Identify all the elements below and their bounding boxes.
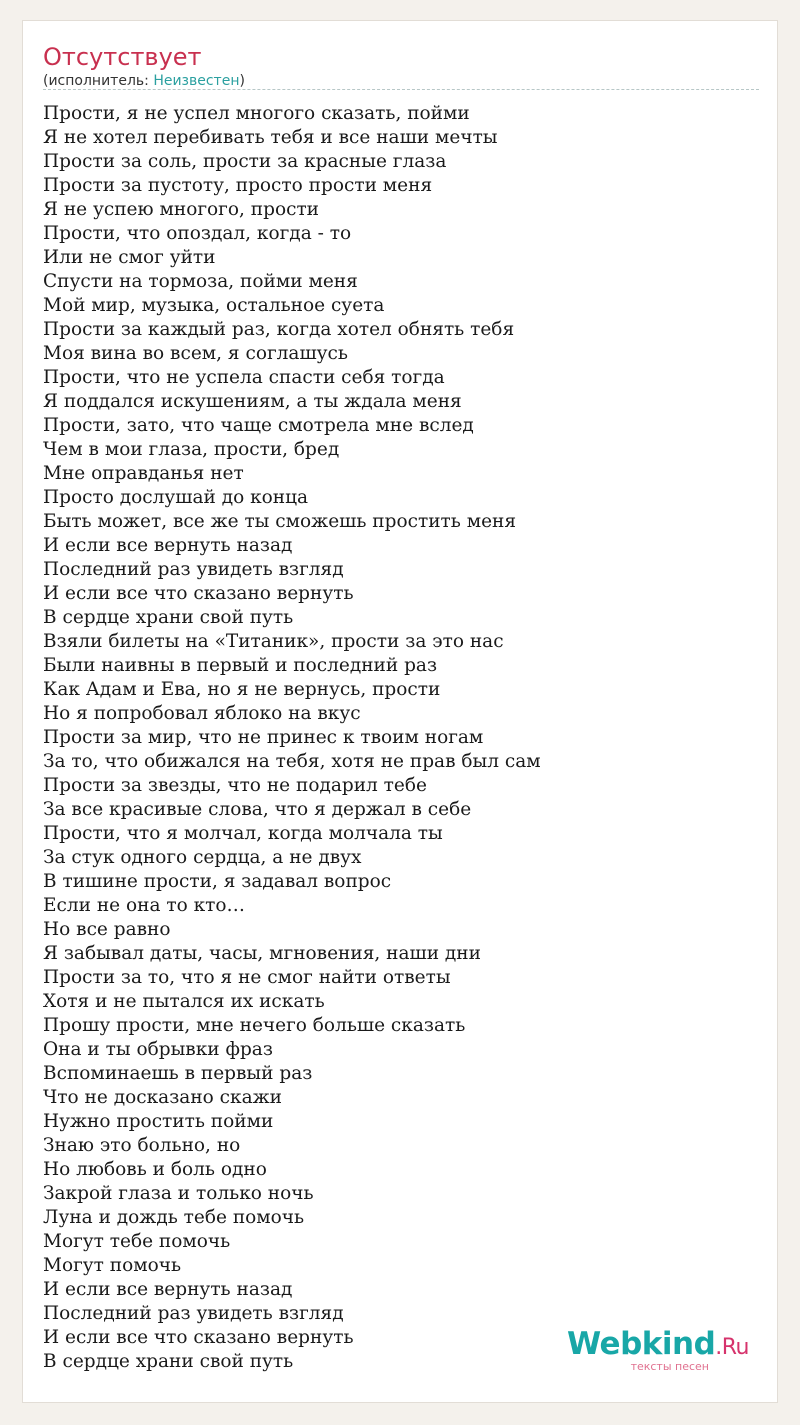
lyric-line: И если все вернуть назад — [43, 1279, 293, 1300]
lyric-line: Что не досказано скажи — [43, 1087, 282, 1108]
lyric-line: Вспоминаешь в первый раз — [43, 1063, 313, 1084]
lyric-line: Я забывал даты, часы, мгновения, наши дни — [43, 943, 481, 964]
lyric-line: Мой мир, музыка, остальное суета — [43, 295, 385, 316]
artist-link[interactable]: Неизвестен — [153, 73, 240, 89]
lyric-line: В сердце храни свой путь — [43, 607, 294, 628]
lyric-line: Прости, что не успела спасти себя тогда — [43, 367, 445, 388]
lyric-line: Прости, что я молчал, когда молчала ты — [43, 823, 443, 844]
lyric-line: Но все равно — [43, 919, 171, 940]
lyric-line: Прости, что опоздал, когда - то — [43, 223, 352, 244]
lyric-line: Мне оправданья нет — [43, 463, 244, 484]
lyric-line: Или не смог уйти — [43, 247, 216, 268]
lyric-line: Были наивны в первый и последний раз — [43, 655, 438, 676]
lyric-line: В тишине прости, я задавал вопрос — [43, 871, 392, 892]
lyric-line: Прости, зато, что чаще смотрела мне вслед — [43, 415, 474, 436]
lyric-line: Последний раз увидеть взгляд — [43, 1303, 344, 1324]
lyric-line: Луна и дождь тебе помочь — [43, 1207, 305, 1228]
logo-name: Webkind — [566, 1326, 716, 1362]
lyric-line: Чем в мои глаза, прости, бред — [43, 439, 340, 460]
lyric-line: Она и ты обрывки фраз — [43, 1039, 273, 1060]
lyric-line: Закрой глаза и только ночь — [43, 1183, 314, 1204]
lyric-line: За то, что обижался на тебя, хотя не прав был сам — [43, 751, 541, 772]
lyric-line: Прости за соль, прости за красные глаза — [43, 151, 447, 172]
lyrics-card — [22, 20, 778, 1403]
artist-line — [43, 72, 245, 90]
song-title: Отсутствует — [43, 43, 202, 71]
title-divider — [43, 89, 759, 90]
lyric-line: И если все что сказано вернуть — [43, 583, 354, 604]
lyric-line: Прости за то, что я не смог найти ответы — [43, 967, 451, 988]
lyric-line: Прости, я не успел многого сказать, пойми — [43, 103, 470, 124]
webkind-logo[interactable] — [567, 1328, 749, 1372]
lyric-line: За стук одного сердца, а не двух — [43, 847, 362, 868]
lyric-line: Хотя и не пытался их искать — [43, 991, 325, 1012]
lyric-line: В сердце храни свой путь — [43, 1351, 294, 1372]
lyric-line: Прости за звезды, что не подарил тебе — [43, 775, 427, 796]
lyric-line: Нужно простить пойми — [43, 1111, 274, 1132]
lyric-line: Прости за мир, что не принес к твоим ногам — [43, 727, 484, 748]
lyric-line: Взяли билеты на «Титаник», прости за это нас — [43, 631, 504, 652]
artist-suffix: ) — [239, 73, 245, 89]
lyric-line: Спусти на тормоза, пойми меня — [43, 271, 358, 292]
lyric-line: Знаю это больно, но — [43, 1135, 241, 1156]
lyric-line: Если не она то кто… — [43, 895, 246, 916]
lyric-line: Прости за пустоту, просто прости меня — [43, 175, 433, 196]
lyric-line: Прошу прости, мне нечего больше сказать — [43, 1015, 466, 1036]
logo-wordmark — [567, 1328, 749, 1364]
lyric-line: Я не успею многого, прости — [43, 199, 320, 220]
lyric-line: И если все вернуть назад — [43, 535, 293, 556]
lyric-line: Последний раз увидеть взгляд — [43, 559, 344, 580]
lyrics-text — [43, 102, 541, 1374]
lyric-line: Как Адам и Ева, но я не вернусь, прости — [43, 679, 441, 700]
lyric-line: Просто дослушай до конца — [43, 487, 309, 508]
logo-tagline: тексты песен — [630, 1360, 709, 1373]
lyric-line: Могут помочь — [43, 1255, 182, 1276]
logo-tld: .Ru — [715, 1335, 749, 1360]
lyric-line: Я поддался искушениям, а ты ждала меня — [43, 391, 462, 412]
lyric-line: И если все что сказано вернуть — [43, 1327, 354, 1348]
artist-prefix: (исполнитель: — [43, 73, 154, 89]
lyric-line: Прости за каждый раз, когда хотел обнять тебя — [43, 319, 515, 340]
lyric-line: Но я попробовал яблоко на вкус — [43, 703, 361, 724]
lyric-line: Быть может, все же ты сможешь простить меня — [43, 511, 517, 532]
lyric-line: Но любовь и боль одно — [43, 1159, 267, 1180]
lyric-line: Я не хотел перебивать тебя и все наши мечты — [43, 127, 498, 148]
lyric-line: Моя вина во всем, я соглашусь — [43, 343, 348, 364]
lyric-line: За все красивые слова, что я держал в себе — [43, 799, 472, 820]
lyric-line: Могут тебе помочь — [43, 1231, 231, 1252]
